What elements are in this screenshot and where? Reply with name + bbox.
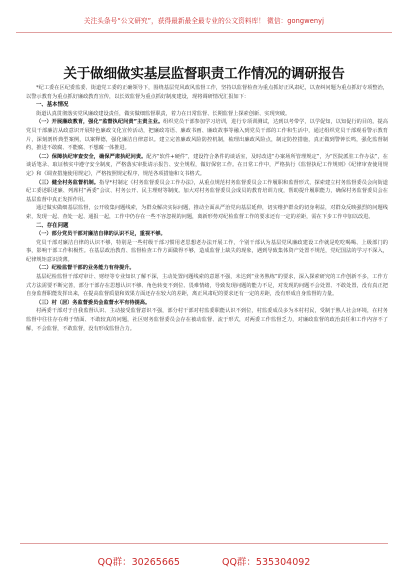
subsection-text: 指导*村制定《村务监督委员会工作办法》，从重点规范村务监督委员会工作履职和监督形式，探索建立村务监督委员会向街道纪工委述职述廉、列席村“两委”会议、村务公开、民主理财等制度。加大对村务监督委员会成员的教育培训力度，帮助提升履职能力，确保村务监督委员会在基层监督中真正发挥作用。: [26, 179, 388, 203]
intro-paragraph: *纪工委在区纪委监委、街道党工委的正确领导下，围绕基层党风政风监督工作，坚持以监督检查为重点抓好正风肃纪，以查纠问题为重点抓好专项整治，以警示教育为重点抓好廉政教育宣传，以长效监督为重点抓好制度建设，现将调研情况汇报如下：: [26, 85, 388, 100]
subsection-paragraph: [26, 230, 388, 239]
section-heading: 一、基本情况: [36, 102, 69, 109]
paragraph: 通过做实做细基层监督，公开收集问题线索，为群众解决实际问题，推动全面从严治党向基层延伸，切实维护群众的切身利益，对群众反映强烈的问题线索，发现一起、查处一起、通报一起，工作中仍存在一些不容忽视的问题，离新形势对纪检监督工作的要求还有一定的差距，需在下步工作中加以改进。: [26, 205, 388, 220]
header-banner: 关注头条号“公文研究”，获得最新最全最专业的公文资料库！ 微信：gongwenyj: [16, 10, 392, 33]
subsection-paragraph: [26, 299, 388, 308]
paragraph: 村两委干部对于自我监督认识、主动接受监督意识不强，部分村干部对村监委职能认识不到位，村监委成员多为本村村民，受制于熟人社会环境，在村务监督中往往存在碍于情面、不敢较真的问题，社区财务监督委员会存在被动监督、流于形式，对两委工作监督乏力，对廉政监督的政治责任和工作内容不了解，不会监督，不敢监督，没有形成监督合力。: [26, 308, 388, 332]
paragraph: 街道认真贯彻落实党风廉政建设责任，做实做细监督职责，着力在日常监督、长期监督上探索创新、实现突破。: [36, 110, 291, 117]
footer-banner: [20, 543, 388, 572]
subsection-text: 组织党员干部参加学习培训，进行专项训测试，达到以考带学，以学促知，以知促行的目的。提高党员干部廉洁从政意识开展特色廉政文化宣传活动，把廉政寄语、廉政书画、廉政故事等融入到党员干部的工作和生活中，通过组织党员干部观看警示教育片，深刻剖析典型案例，以案释德，强化廉洁自律意识。建立完善廉政风险防控机制，梳理出廉政风险点，制定防控措施，真正做到警钟长鸣，强化监督制约，推进不敢腐、不能腐、不想腐一体推进。: [26, 119, 388, 152]
subsection-heading: （一）部分党员干部对廉洁自律的认识不足，重视不够。: [36, 231, 166, 238]
subsection-paragraph: [26, 118, 388, 152]
footer-qq-group-2: QQ群：535304092: [221, 557, 311, 568]
subsection-heading: （二）纪检监督干部的业务能力有待提升。: [36, 265, 135, 272]
footer-qq-group-1: QQ群：30265665: [97, 557, 180, 568]
subsection-paragraph: [26, 179, 388, 205]
subsection-heading: （二）保障执纪审查安全，确保严肃执纪问责。: [36, 153, 147, 160]
subsection-paragraph: [26, 264, 388, 273]
subsection-heading: （三）村（居）务监督委员会监督水平有待提高。: [36, 299, 151, 306]
subsection-paragraph: [26, 153, 388, 179]
paragraph: 党员干部对廉洁自律的认识不够，特别是一些村级干部习惯用老思想老办法开展工作，个别干部认为基层党风廉政建设工作就是吃吃喝喝、上级部门的事，影响干部工作积极性。在基层政治教育、监督检查工作方面做得不够，造成监督上缺失的现象，遇到导致集体资产处置不规范，党纪国法的学习不深入，纪律规矩意识淡薄。: [26, 239, 388, 263]
document-title: 关于做细做实基层监督职责工作情况的调研报告: [63, 66, 345, 82]
section-heading: 二、存在问题: [36, 222, 69, 229]
document-body: [26, 84, 388, 333]
subsection-text: 配齐“软件+硬件”，建设符合条件的谈话室，及时改进“办案场所管理规定”，为“医院派驻工作办法”，在谈话笔录、取证核实中遵守安全制度，严格落实审批请示报告、安全规程，做好保密工作。在日常工作中，严格执行《监督执纪工作规则》《纪律审查使用规定》和《调查措施使用规定》，严格按照规定程序，规范各项措施和文书格式。: [26, 153, 388, 177]
subsection-heading: （三）健全村务监督机制。: [36, 179, 100, 186]
subsection-heading: （一）开展廉政教育，强化“监督执纪问责”主责主业。: [36, 119, 164, 126]
paragraph: 基层纪检监督干部对审计、财经等专业知识了解不深，主动处置问题线索的意愿不强，未达到“业务熟练”的要求，深入探索研究的工作创新不多，工作方式方法需要不断完善，部分干部存在思想认识不够、角色转变不到位、畏难情绪，导致发现问题的能力不足，对发现的问题不会处置、不敢处置，没有真正把自身监督职能发挥出来，在提高监督质量和效果方面还存在较大的差距，离正风肃纪的要求还有一定的差距，没有形成自身监督的力量。: [26, 274, 388, 298]
